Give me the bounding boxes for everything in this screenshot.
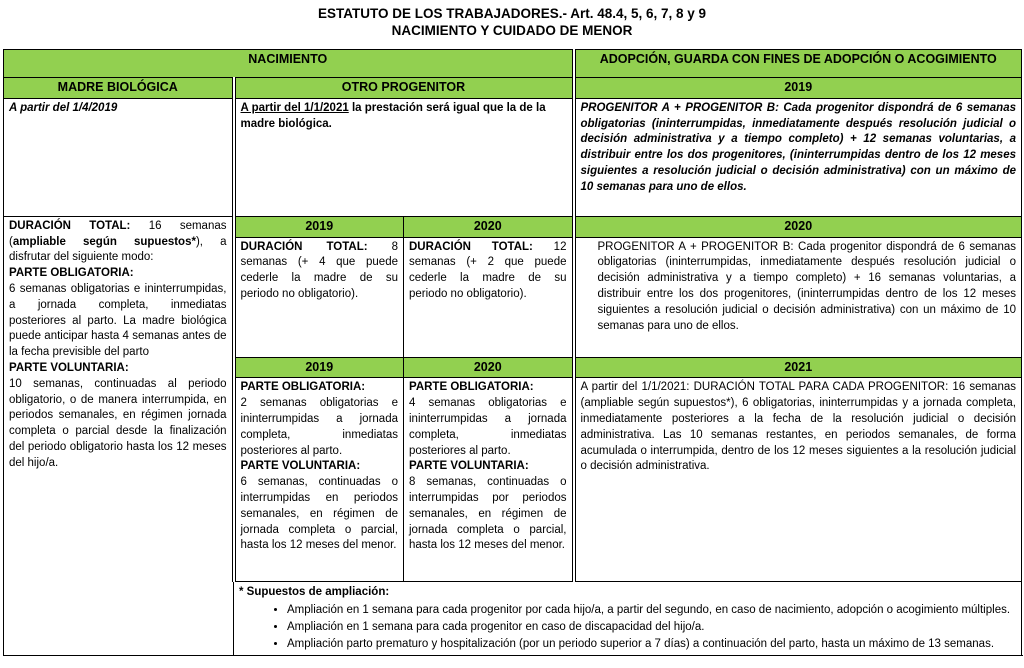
header-adopcion: ADOPCIÓN, GUARDA CON FINES DE ADOPCIÓN O ACOGIMIENTO <box>574 50 1022 78</box>
note-item: • Ampliación parto prematuro y hospitalización (por un periodo superior a 7 días) a continuación del parto, hasta un máximo de 13 semanas. <box>287 636 1016 653</box>
otro-parte-header-2020: 2020 <box>404 357 574 378</box>
header-otro-progenitor: OTRO PROGENITOR <box>234 78 574 99</box>
madre-fecha-inicio: A partir del 1/4/2019 <box>4 98 234 216</box>
otro-header-2020: 2020 <box>404 216 574 237</box>
adopcion-2021-text: A partir del 1/1/2021: DURACIÓN TOTAL PARA CADA PROGENITOR: 16 semanas (ampliable según supuestos*), 6 obligatorias, ininterrumpidas y a jornada completa, inmediatamente posteriores a la fecha de la resolución judicial o decisión administrativa. Las 10 semanas restantes, en periodos semanales, de forma acumulada o interrumpida, dentro de los 12 meses siguientes a la resolución judicial o decisión administrativa. <box>574 378 1022 582</box>
otro-2019-duracion: DURACIÓN TOTAL: 8 semanas (+ 4 que puede cederle la madre de su periodo no obligatorio). <box>234 237 404 357</box>
otro-2020-duracion: DURACIÓN TOTAL: 12 semanas (+ 2 que puede cederle la madre de su periodo no obligatorio). <box>404 237 574 357</box>
header-adopcion-2019: 2019 <box>574 78 1022 99</box>
otro-fecha-inicio: A partir del 1/1/2021 la prestación será igual que la de la madre biológica. <box>234 98 574 216</box>
statute-table <box>3 49 1022 656</box>
madre-duracion: DURACIÓN TOTAL: 16 semanas (ampliable según supuestos*), a disfrutar del siguiente modo: PARTE OBLIGATORIA: 6 semanas obligatorias e ininterrumpidas, a jornada completa, inmediatas posteriores al parto. La madre biológica puede anticipar hasta 4 semanas antes de la fecha previsible del parto PARTE VOLUNTARIA: 10 semanas, continuadas al periodo obligatorio, o de manera interrumpida, en periodos semanales, en régimen jornada completa o parcial desde la finalización del periodo obligatorio hasta los 12 meses del hijo/a. <box>4 216 234 656</box>
adopcion-header-2020: 2020 <box>574 216 1022 237</box>
otro-parte-header-2019: 2019 <box>234 357 404 378</box>
notes-title: * Supuestos de ampliación: <box>239 586 390 599</box>
header-nacimiento: NACIMIENTO <box>4 50 574 78</box>
otro-2019-partes: PARTE OBLIGATORIA: 2 semanas obligatorias e ininterrumpidas a jornada completa, inmediatas posteriores al parto. PARTE VOLUNTARIA: 6 semanas, continuadas o interrumpidas en periodos semanales, en régimen de jornada completa o parcial, hasta los 12 meses del menor. <box>234 378 404 582</box>
ampliacion-notes <box>234 582 1022 656</box>
header-madre-biologica: MADRE BIOLÓGICA <box>4 78 234 99</box>
adopcion-2019-text: PROGENITOR A + PROGENITOR B: Cada progenitor dispondrá de 6 semanas obligatorias (ininterrumpidas, inmediatamente después resolución judicial o decisión administrativa y a tiempo completo) + 12 semanas voluntarias, a distribuir entre los dos progenitores, (ininterrumpidas dentro de los 12 meses siguientes a resolución judicial o decisión administrativa) con un máximo de 10 semanas para uno de ellos. <box>574 98 1022 216</box>
document-subtitle: NACIMIENTO Y CUIDADO DE MENOR <box>391 23 633 38</box>
otro-header-2019: 2019 <box>234 216 404 237</box>
notes-list <box>239 602 1016 653</box>
note-item: • Ampliación en 1 semana para cada progenitor en caso de discapacidad del hijo/a. <box>287 619 1016 636</box>
otro-2020-partes: PARTE OBLIGATORIA: 4 semanas obligatorias e ininterrumpidas a jornada completa, inmediatas posteriores al parto. PARTE VOLUNTARIA: 8 semanas, continuadas o interrumpidas por periodos semanales, en régimen de jornada completa o parcial, hasta los 12 meses del menor. <box>404 378 574 582</box>
adopcion-2020-text: PROGENITOR A + PROGENITOR B: Cada progenitor dispondrá de 6 semanas obligatorias (ininterrumpidas, inmediatamente después resolución judicial o decisión administrativa y a tiempo completo) + 16 semanas voluntarias, a distribuir entre los dos progenitores, (ininterrumpidas dentro de los 12 meses siguientes a resolución judicial o decisión administrativa) con un máximo de 10 semanas para uno de ellos. <box>574 237 1022 357</box>
adopcion-header-2021: 2021 <box>574 357 1022 378</box>
document-title: ESTATUTO DE LOS TRABAJADORES.- Art. 48.4, 5, 6, 7, 8 y 9 <box>317 6 707 21</box>
note-item: • Ampliación en 1 semana para cada progenitor por cada hijo/a, a partir del segundo, en caso de nacimiento, adopción o acogimiento múltiples. <box>287 602 1016 619</box>
